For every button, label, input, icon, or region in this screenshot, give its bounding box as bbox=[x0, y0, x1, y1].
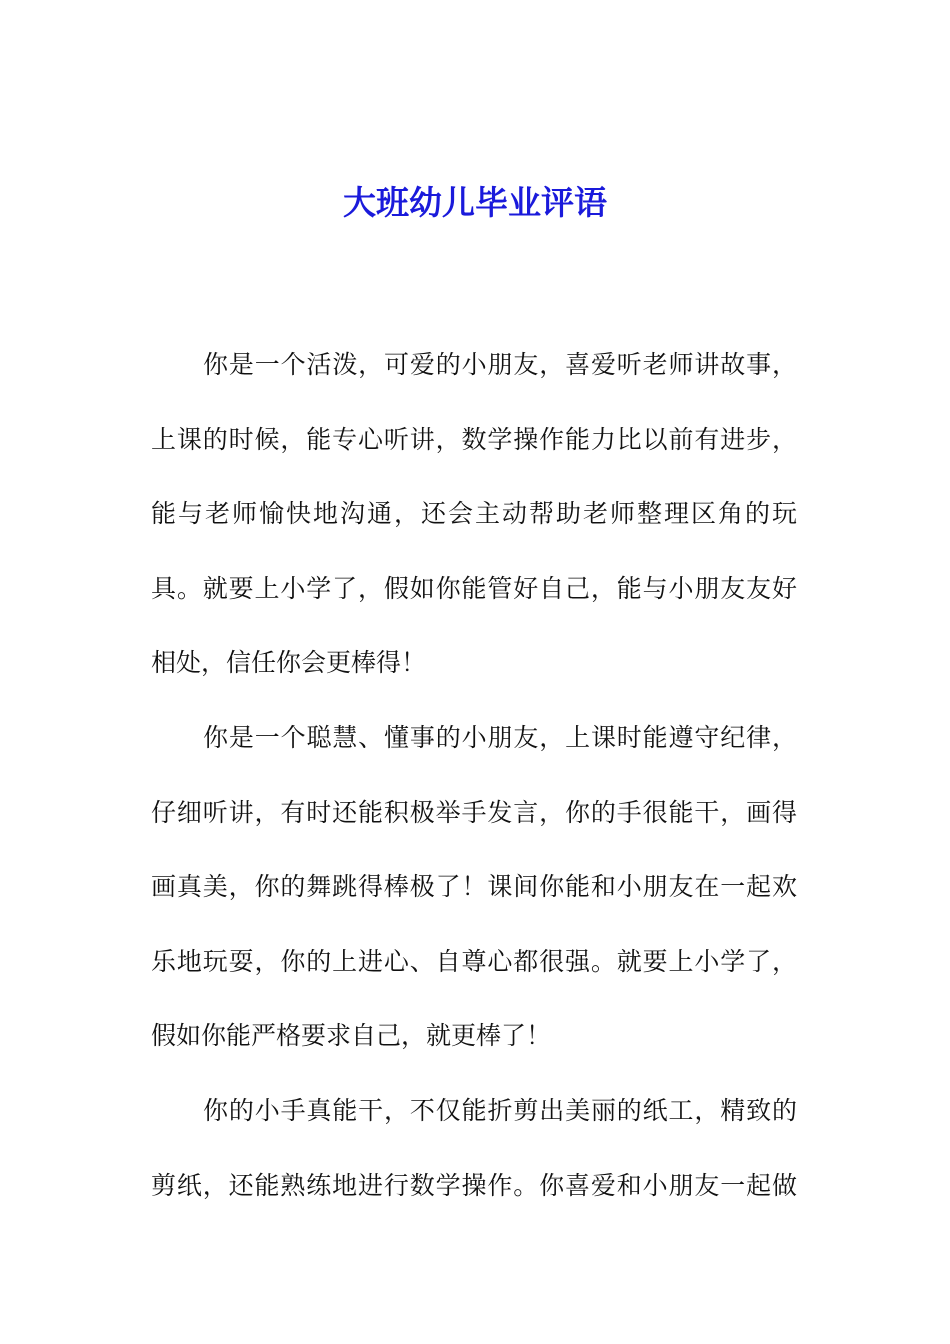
paragraph-2-line-2: 仔细听讲，有时还能积极举手发言，你的手很能干，画得 bbox=[151, 797, 797, 827]
document-body bbox=[151, 328, 797, 1223]
paragraph-1-line-1: 你是一个活泼，可爱的小朋友，喜爱听老师讲故事， bbox=[203, 350, 797, 379]
paragraph-2-line-1: 你是一个聪慧、懂事的小朋友，上课时能遵守纪律， bbox=[203, 722, 797, 752]
paragraph-1-line-3: 能与老师愉快地沟通，还会主动帮助老师整理区角的玩 bbox=[151, 499, 797, 529]
paragraph-2-line-4: 乐地玩耍，你的上进心、自尊心都很强。就要上小学了， bbox=[151, 946, 797, 976]
paragraph-3-line-2: 剪纸，还能熟练地进行数学操作。你喜爱和小朋友一起做 bbox=[151, 1170, 797, 1200]
paragraph-1-line-4: 具。就要上小学了，假如你能管好自己，能与小朋友友好 bbox=[151, 573, 797, 603]
paragraph-3-line-1: 你的小手真能干，不仅能折剪出美丽的纸工，精致的 bbox=[203, 1095, 797, 1125]
paragraph-1-line-5: 相处，信任你会更棒得！ bbox=[151, 648, 427, 678]
paragraph-2-line-5: 假如你能严格要求自己，就更棒了！ bbox=[151, 1021, 552, 1051]
document-title: 大班幼儿毕业评语 bbox=[343, 183, 607, 222]
paragraph-2-line-3: 画真美，你的舞跳得棒极了！课间你能和小朋友在一起欢 bbox=[151, 872, 797, 902]
paragraph-1-line-2: 上课的时候，能专心听讲，数学操作能力比以前有进步， bbox=[151, 424, 797, 454]
